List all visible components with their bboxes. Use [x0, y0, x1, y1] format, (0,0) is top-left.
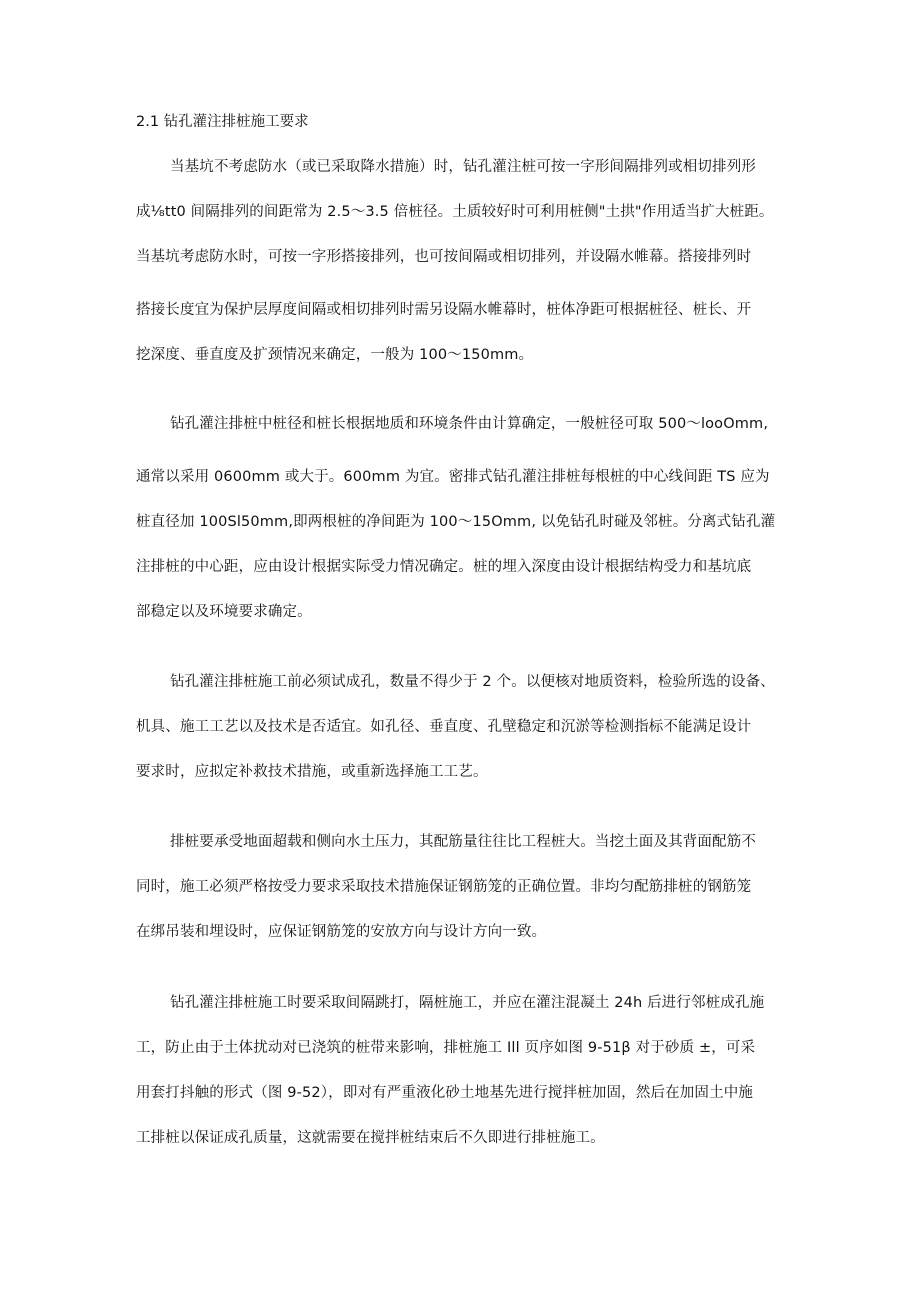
paragraph-4-line-1: 排桩要承受地面超载和侧向水土压力，其配筋量往往比工程桩大。当挖土面及其背面配筋不 [170, 834, 756, 850]
paragraph-1-line-2: 成⅛tt0 间隔排列的间距常为 2.5～3.5 倍桩径。土质较好时可利用桩侧"土拱"作用适当扩大桩距。 [136, 204, 774, 220]
paragraph-2-line-2: 通常以采用 0600mm 或大于。600mm 为宜。密排式钻孔灌注排桩每根桩的中心线间距 TS 应为 [136, 469, 770, 485]
paragraph-2-line-3: 桩直径加 100Sl50mm,即两根桩的净间距为 100～15Omm, 以免钻孔时碰及邻桩。分离式钻孔灌 [136, 514, 776, 530]
paragraph-4-line-2: 同时，施工必须严格按受力要求采取技术措施保证钢筋笼的正确位置。非均匀配筋排桩的钢筋笼 [136, 879, 752, 895]
paragraph-2-line-4: 注排桩的中心距，应由设计根据实际受力情况确定。桩的埋入深度由设计根据结构受力和基坑底 [136, 559, 752, 575]
paragraph-3-line-1: 钻孔灌注排桩施工前必须试成孔，数量不得少于 2 个。以便核对地质资料，检验所选的设备、 [170, 674, 775, 690]
paragraph-1-line-1: 当基坑不考虑防水（或已采取降水措施）时，钻孔灌注桩可按一字形间隔排列或相切排列形 [170, 159, 756, 175]
paragraph-2-line-5: 部稳定以及环境要求确定。 [136, 604, 312, 620]
paragraph-5-line-3: 用套打抖触的形式（图 9-52），即对有严重液化砂土地基先进行搅拌桩加固，然后在加固土中施 [136, 1085, 754, 1101]
paragraph-1-line-5: 挖深度、垂直度及扩颈情况来确定，一般为 100～150mm。 [136, 347, 534, 363]
paragraph-5-line-2: 工，防止由于土体扰动对已浇筑的桩带来影响，排桩施工 Ill 页序如图 9-51β 对于砂质 ±，可采 [136, 1040, 756, 1056]
paragraph-5-line-1: 钻孔灌注排桩施工时要采取间隔跳打，隔桩施工，并应在灌注混凝土 24h 后进行邻桩成孔施 [170, 995, 765, 1011]
paragraph-4-line-3: 在绑吊装和埋设时，应保证钢筋笼的安放方向与设计方向一致。 [136, 924, 547, 940]
section-heading: 2.1 钻孔灌注排桩施工要求 [136, 114, 309, 130]
paragraph-3-line-2: 机具、施工工艺以及技术是否适宜。如孔径、垂直度、孔壁稳定和沉淤等检测指标不能满足设计 [136, 719, 752, 735]
paragraph-5-line-4: 工排桩以保证成孔质量，这就需要在搅拌桩结束后不久即进行排桩施工。 [136, 1130, 605, 1146]
paragraph-3-line-3: 要求时，应拟定补救技术措施，或重新选择施工工艺。 [136, 764, 488, 780]
paragraph-2-line-1: 钻孔灌注排桩中桩径和桩长根据地质和环境条件由计算确定，一般桩径可取 500～looOmm, [170, 416, 769, 432]
paragraph-1-line-4: 搭接长度宜为保护层厚度间隔或相切排列时需另设隔水帷幕时，桩体净距可根据桩径、桩长、开 [136, 302, 752, 318]
paragraph-1-line-3: 当基坑考虑防水时，可按一字形搭接排列，也可按间隔或相切排列，并设隔水帷幕。搭接排列时 [136, 249, 752, 265]
